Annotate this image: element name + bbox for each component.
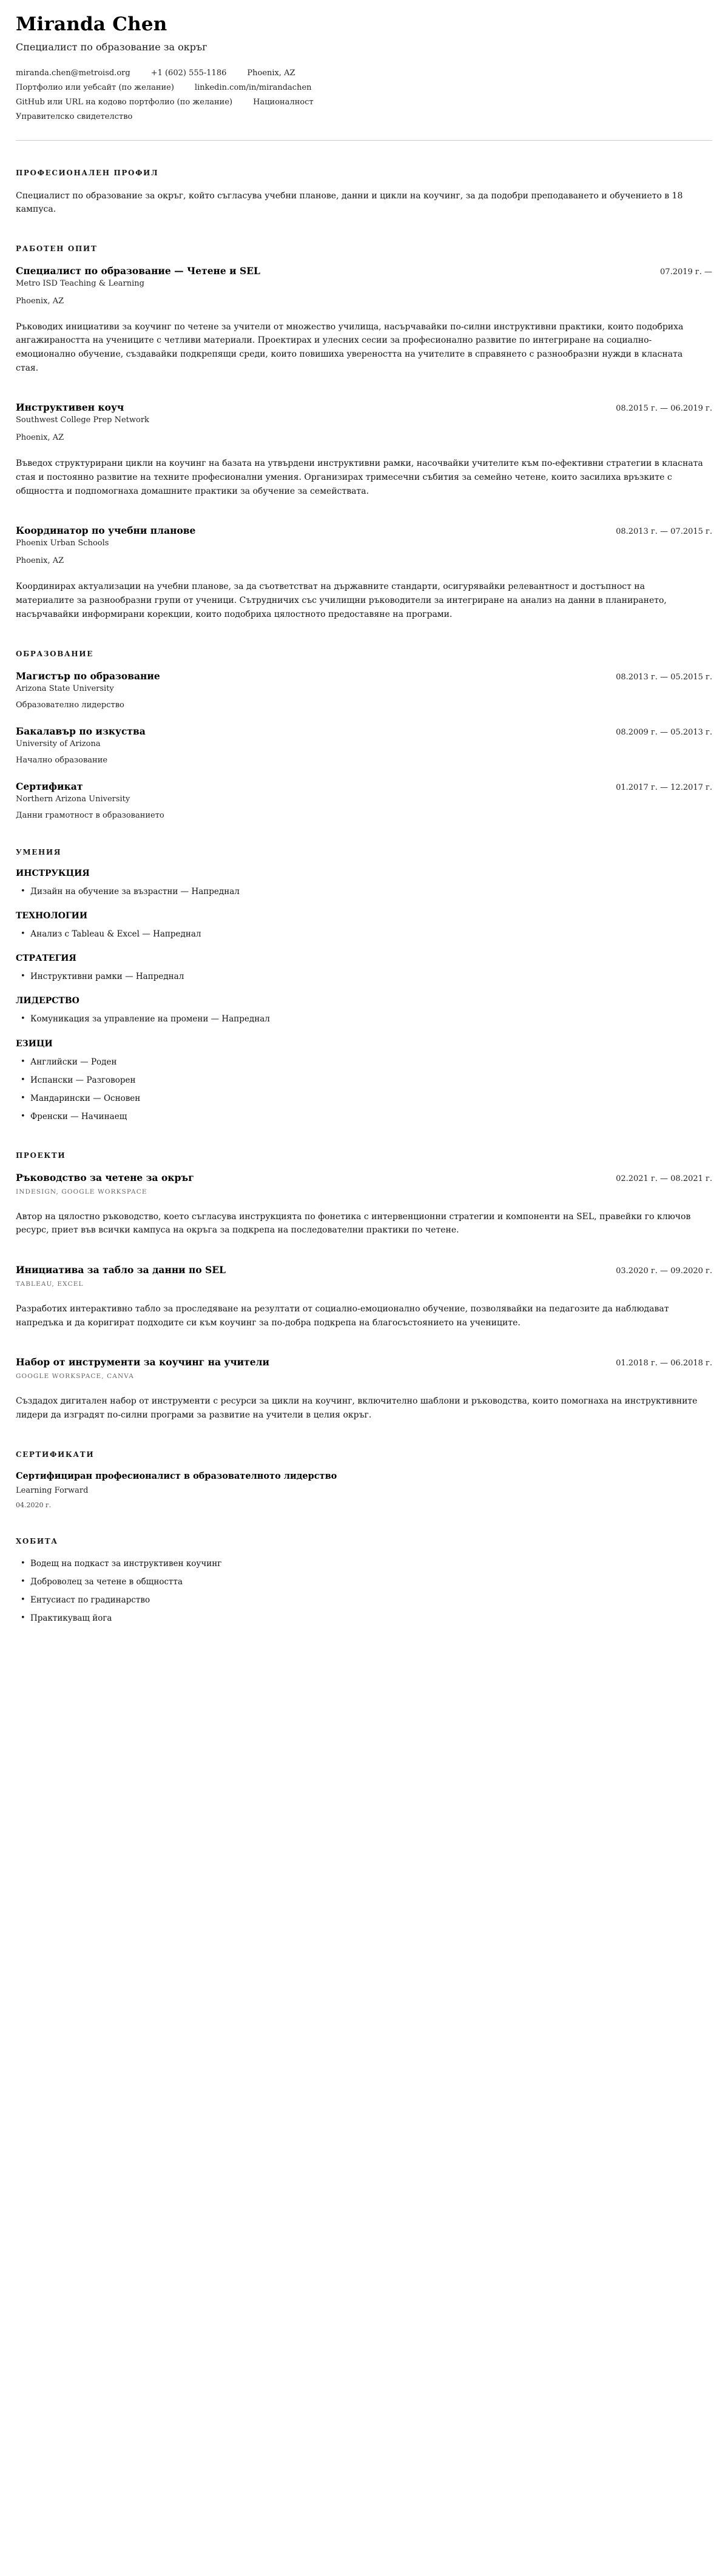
project-entry	[16, 1172, 712, 1237]
skill-group-languages	[16, 1039, 712, 1123]
job-title: Специалист по образование — Четене и SEL	[16, 264, 260, 277]
experience-entry-head	[16, 402, 712, 413]
section-education	[16, 650, 712, 820]
certificate-title: Сертифициран професионалист в образователното лидерство	[16, 1470, 337, 1481]
skill-list	[16, 1013, 712, 1025]
school-name: Arizona State University	[16, 684, 114, 693]
skill-group	[16, 953, 712, 983]
language-item: • Английски — Роден	[21, 1056, 712, 1068]
job-description: Ръководих инициативи за коучинг по четене за учители от множество училища, насърчавайки по-силни инструктивни практики, които подобриха ангажираността на учениците с четливи материали. Проектирах и улесних сесии за професионално развитие по интегриране на социално-емоционално обучение, създавайки подкрепящи среди, които повишиха увереността на учителите в справянето с разнообразни нужди в класната стая.	[16, 321, 684, 373]
language-item: • Испански — Разговорен	[21, 1074, 712, 1086]
project-entry-head	[16, 1264, 712, 1276]
job-title: Инструктивен коуч	[16, 402, 124, 414]
hobby-item: • Практикуващ йога	[21, 1612, 712, 1624]
hobbies-heading: ХОБИТА	[16, 1536, 58, 1545]
contact-phone: +1 (602) 555-1186	[150, 69, 227, 78]
job-description: Координирах актуализации на учебни планове, за да съответстват на държавните стандарти, осигурявайки релевантност и достъпност на материалите за разнообразни групи от ученици. Сътрудничих със училищни ръководители за интегриране на анализ на данни в планирането, насърчавайки информирани корекции, които подобриха цялостното предоставяне на програми.	[16, 582, 667, 619]
degree-dates: 08.2013 г. — 05.2015 г.	[616, 672, 712, 682]
job-location: Phoenix, AZ	[16, 433, 64, 443]
project-description: Разработих интерактивно табло за проследяване на резултати от социално-емоционално обучение, позволявайки на педагозите да наблюдават напредъка и да коригират подходите си към коучинг за по-добра подкрепа на благосъстоянието на учениците.	[16, 1303, 669, 1328]
skill-item: • Инструктивни рамки — Напреднал	[21, 970, 712, 983]
skill-list	[16, 886, 712, 898]
degree-dates: 01.2017 г. — 12.2017 г.	[616, 782, 712, 792]
job-dates: 08.2015 г. — 06.2019 г.	[616, 404, 712, 414]
project-title: Инициатива за табло за данни по SEL	[16, 1263, 226, 1276]
job-location: Phoenix, AZ	[16, 556, 64, 566]
contact-github-placeholder: GitHub или URL на кодово портфолио (по желание)	[16, 98, 233, 107]
projects-heading: ПРОЕКТИ	[16, 1151, 66, 1160]
skill-group-name: СТРАТЕГИЯ	[16, 953, 76, 963]
job-location: Phoenix, AZ	[16, 296, 64, 306]
study-field: Образователно лидерство	[16, 700, 124, 710]
contact-nationality-label: Националност	[253, 98, 314, 107]
skill-list	[16, 928, 712, 940]
degree-title: Сертификат	[16, 780, 83, 792]
company-name: Metro ISD Teaching & Learning	[16, 278, 144, 288]
resume-header	[16, 13, 712, 124]
experience-entry	[16, 265, 712, 375]
skill-group-name: ИНСТРУКЦИЯ	[16, 868, 90, 878]
skills-heading: УМЕНИЯ	[16, 847, 62, 856]
skill-item: • Дизайн на обучение за възрастни — Напреднал	[21, 886, 712, 898]
project-dates: 03.2020 г. — 09.2020 г.	[616, 1266, 712, 1276]
project-tools: TABLEAU, EXCEL	[16, 1280, 84, 1288]
job-dates: 07.2019 г. —	[660, 267, 712, 277]
section-hobbies	[16, 1537, 712, 1625]
language-item: • Мандарински — Основен	[21, 1092, 712, 1105]
school-name: Northern Arizona University	[16, 794, 130, 804]
project-dates: 02.2021 г. — 08.2021 г.	[616, 1174, 712, 1183]
project-title: Набор от инструменти за коучинг на учители	[16, 1356, 270, 1368]
contact-row-3	[16, 95, 712, 110]
skill-item: • Комуникация за управление на промени — Напреднал	[21, 1013, 712, 1025]
skill-list	[16, 970, 712, 983]
project-entry-head	[16, 1356, 712, 1368]
education-entry-head	[16, 670, 712, 682]
experience-entry	[16, 402, 712, 498]
section-profile	[16, 169, 712, 217]
section-experience	[16, 244, 712, 622]
language-item: • Френски — Начинаещ	[21, 1111, 712, 1123]
project-tools: GOOGLE WORKSPACE, CANVA	[16, 1373, 134, 1380]
skill-group-name: ТЕХНОЛОГИИ	[16, 910, 88, 921]
profile-heading: ПРОФЕСИОНАЛЕН ПРОФИЛ	[16, 169, 159, 177]
certificate-entry	[16, 1471, 712, 1509]
contact-row-1	[16, 66, 712, 81]
company-name: Phoenix Urban Schools	[16, 539, 109, 548]
project-title: Ръководство за четене за окръг	[16, 1171, 194, 1183]
project-description: Създадох дигитален набор от инструменти с ресурси за цикли на коучинг, включително шаблони и ръководства, които помогнаха на инструктивните лидери да изградят по-силни програми за развитие на учители в целия окръг.	[16, 1396, 698, 1420]
section-certificates	[16, 1450, 712, 1509]
degree-title: Бакалавър по изкуства	[16, 725, 146, 737]
study-field: Данни грамотност в образованието	[16, 810, 164, 820]
degree-title: Магистър по образование	[16, 670, 160, 682]
project-entry-head	[16, 1172, 712, 1183]
language-list	[16, 1056, 712, 1123]
education-entry-head	[16, 781, 712, 792]
hobby-list	[16, 1558, 712, 1625]
experience-entry-head	[16, 525, 712, 536]
contact-row-2	[16, 81, 712, 95]
contact-row-4	[16, 110, 712, 124]
project-entry	[16, 1356, 712, 1422]
skill-group	[16, 911, 712, 940]
project-tools: INDESIGN, GOOGLE WORKSPACE	[16, 1188, 147, 1196]
candidate-title: Специалист по образование за окръг	[16, 41, 207, 53]
education-entry-head	[16, 725, 712, 737]
contact-license-label: Управителско свидетелство	[16, 112, 133, 121]
candidate-name: Miranda Chen	[16, 13, 167, 35]
experience-entry-head	[16, 265, 712, 277]
education-entry	[16, 781, 712, 820]
project-entry	[16, 1264, 712, 1330]
skill-group	[16, 869, 712, 898]
school-name: University of Arizona	[16, 739, 101, 748]
contact-portfolio-placeholder: Портфолио или уебсайт (по желание)	[16, 83, 174, 92]
certificate-org: Learning Forward	[16, 1485, 89, 1495]
header-divider	[16, 140, 712, 141]
job-title: Координатор по учебни планове	[16, 525, 196, 537]
project-dates: 01.2018 г. — 06.2018 г.	[616, 1359, 712, 1368]
skill-group	[16, 996, 712, 1025]
contact-linkedin: linkedin.com/in/mirandachen	[194, 83, 312, 92]
skill-group-name: ЕЗИЦИ	[16, 1038, 53, 1049]
project-description: Автор на цялостно ръководство, което съгласува инструкцията по фонетика с интервенционни стратегии и компоненти на SEL, правейки го ключов ресурс, приет във всички кампуса на окръга за подкрепа на последователни практики по четене.	[16, 1211, 691, 1236]
section-skills	[16, 848, 712, 1123]
section-projects	[16, 1151, 712, 1422]
study-field: Начално образование	[16, 755, 108, 765]
hobby-item: • Доброволец за четене в общността	[21, 1576, 712, 1588]
education-entry	[16, 670, 712, 710]
certificate-date: 04.2020 г.	[16, 1501, 52, 1509]
degree-dates: 08.2009 г. — 05.2013 г.	[616, 727, 712, 737]
experience-entry	[16, 525, 712, 621]
profile-text: Специалист по образование за окръг, който съгласува учебни планове, данни и цикли на коучинг, за да подобри преподаването и обучението в 18 кампуса.	[16, 191, 683, 215]
education-heading: ОБРАЗОВАНИЕ	[16, 649, 93, 658]
hobby-item: • Водещ на подкаст за инструктивен коучинг	[21, 1558, 712, 1570]
company-name: Southwest College Prep Network	[16, 415, 149, 425]
hobby-item: • Ентусиаст по градинарство	[21, 1594, 712, 1606]
education-entry	[16, 725, 712, 765]
job-dates: 08.2013 г. — 07.2015 г.	[616, 527, 712, 537]
skill-group-name: ЛИДЕРСТВО	[16, 996, 79, 1006]
certificates-heading: СЕРТИФИКАТИ	[16, 1450, 95, 1459]
experience-heading: РАБОТЕН ОПИТ	[16, 244, 98, 253]
contact-email: miranda.chen@metroisd.org	[16, 69, 130, 78]
skill-item: • Анализ с Tableau & Excel — Напреднал	[21, 928, 712, 940]
job-description: Въведох структурирани цикли на коучинг на базата на утвърдени инструктивни рамки, насочвайки учителите към по-ефективни стратегии в класната стая и постоянно развитие на техните професионални умения. Организирах тримесечни събития за семейно четене, които засилиха връзките с общността и подпомогнаха домашните практики за обучение за семействата.	[16, 459, 703, 496]
contact-location: Phoenix, AZ	[247, 69, 295, 78]
